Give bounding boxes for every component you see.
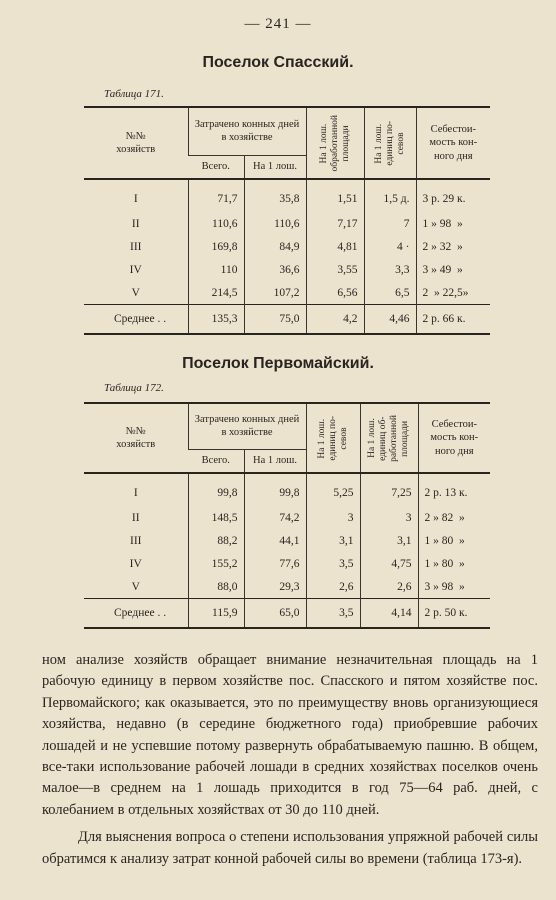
table-average-row: Среднее . . 115,9 65,0 3,5 4,14 2 р. 50 к. — [84, 599, 490, 629]
table-row: II 110,6 110,6 7,17 7 1 » 98 » — [84, 212, 490, 235]
paragraph: Для выяснения вопроса о степени использования упряжной рабочей силы обратимся к анализу затрат конной рабочей силы во времени (таблица 173-я). — [42, 829, 538, 867]
section-title-pervomaisky: Поселок Первомайский. — [182, 355, 374, 372]
header-cost: Себестои- мость кон- ного дня — [418, 403, 490, 473]
header-num: №№ хозяйств — [84, 403, 188, 473]
header-per-horse: На 1 лош. — [244, 449, 306, 473]
header-group: Затрачено конных дней в хозяйстве — [188, 107, 306, 155]
table-row: I 99,8 99,8 5,25 7,25 2 р. 13 к. — [84, 473, 490, 506]
header-per-sown: На 1 лош. единиц по- севов — [306, 403, 360, 473]
table-172 — [84, 402, 490, 629]
table-171 — [84, 106, 490, 335]
header-per-area: На 1 лош. единиц об- работанной площади — [360, 403, 418, 473]
table-label-171: Таблица 171. — [104, 88, 164, 100]
section-title-spassky: Поселок Спасский. — [202, 54, 354, 71]
table-row: V 214,5 107,2 6,56 6,5 2 » 22,5» — [84, 281, 490, 305]
paragraph: ном анализе хозяйств обращает внимание незначительная площадь на 1 рабочую единицу в первом хозяйстве пос. Спасского и пятом хозяйстве пос. Первомайского; как оказывается, это по преимуществу вновь организующиеся хозяйства, недавно (в середине бюджетного года) приобревшие рабочих лошадей и не успевшие потому развернуть обрабатываемую пашню. В общем, все-таки использование рабочей лошади в средних хозяйствах поселков очень малое—в среднем на 1 лошадь приходится в год 75—64 раб. дней, с колебанием в отдельных хозяйствах от 30 до 110 дней. — [42, 652, 538, 818]
page-number: — 241 — — [244, 16, 312, 32]
header-group: Затрачено конных дней в хозяйстве — [188, 403, 306, 449]
header-per-area: На 1 лош. обработанной площади — [306, 107, 364, 179]
table-row: V 88,0 29,3 2,6 2,6 3 » 98 » — [84, 575, 490, 599]
table-label-172: Таблица 172. — [104, 382, 164, 394]
table-row: III 88,2 44,1 3,1 3,1 1 » 80 » — [84, 529, 490, 552]
table-row: I 71,7 35,8 1,51 1,5 д. 3 р. 29 к. — [84, 179, 490, 212]
header-per-sown: На 1 лош. единиц по- севов — [364, 107, 416, 179]
table-row: IV 110 36,6 3,55 3,3 3 » 49 » — [84, 258, 490, 281]
header-num: №№ хозяйств — [84, 107, 188, 179]
header-total: Всего. — [188, 155, 244, 179]
header-per-horse: На 1 лош. — [244, 155, 306, 179]
table-row: IV 155,2 77,6 3,5 4,75 1 » 80 » — [84, 552, 490, 575]
table-average-row: Среднее . . 135,3 75,0 4,2 4,46 2 р. 66 к. — [84, 305, 490, 335]
header-cost: Себестои- мость кон- ного дня — [416, 107, 490, 179]
table-row: II 148,5 74,2 3 3 2 » 82 » — [84, 506, 490, 529]
header-total: Всего. — [188, 449, 244, 473]
table-row: III 169,8 84,9 4,81 4 · 2 » 32 » — [84, 235, 490, 258]
body-text — [42, 650, 538, 870]
